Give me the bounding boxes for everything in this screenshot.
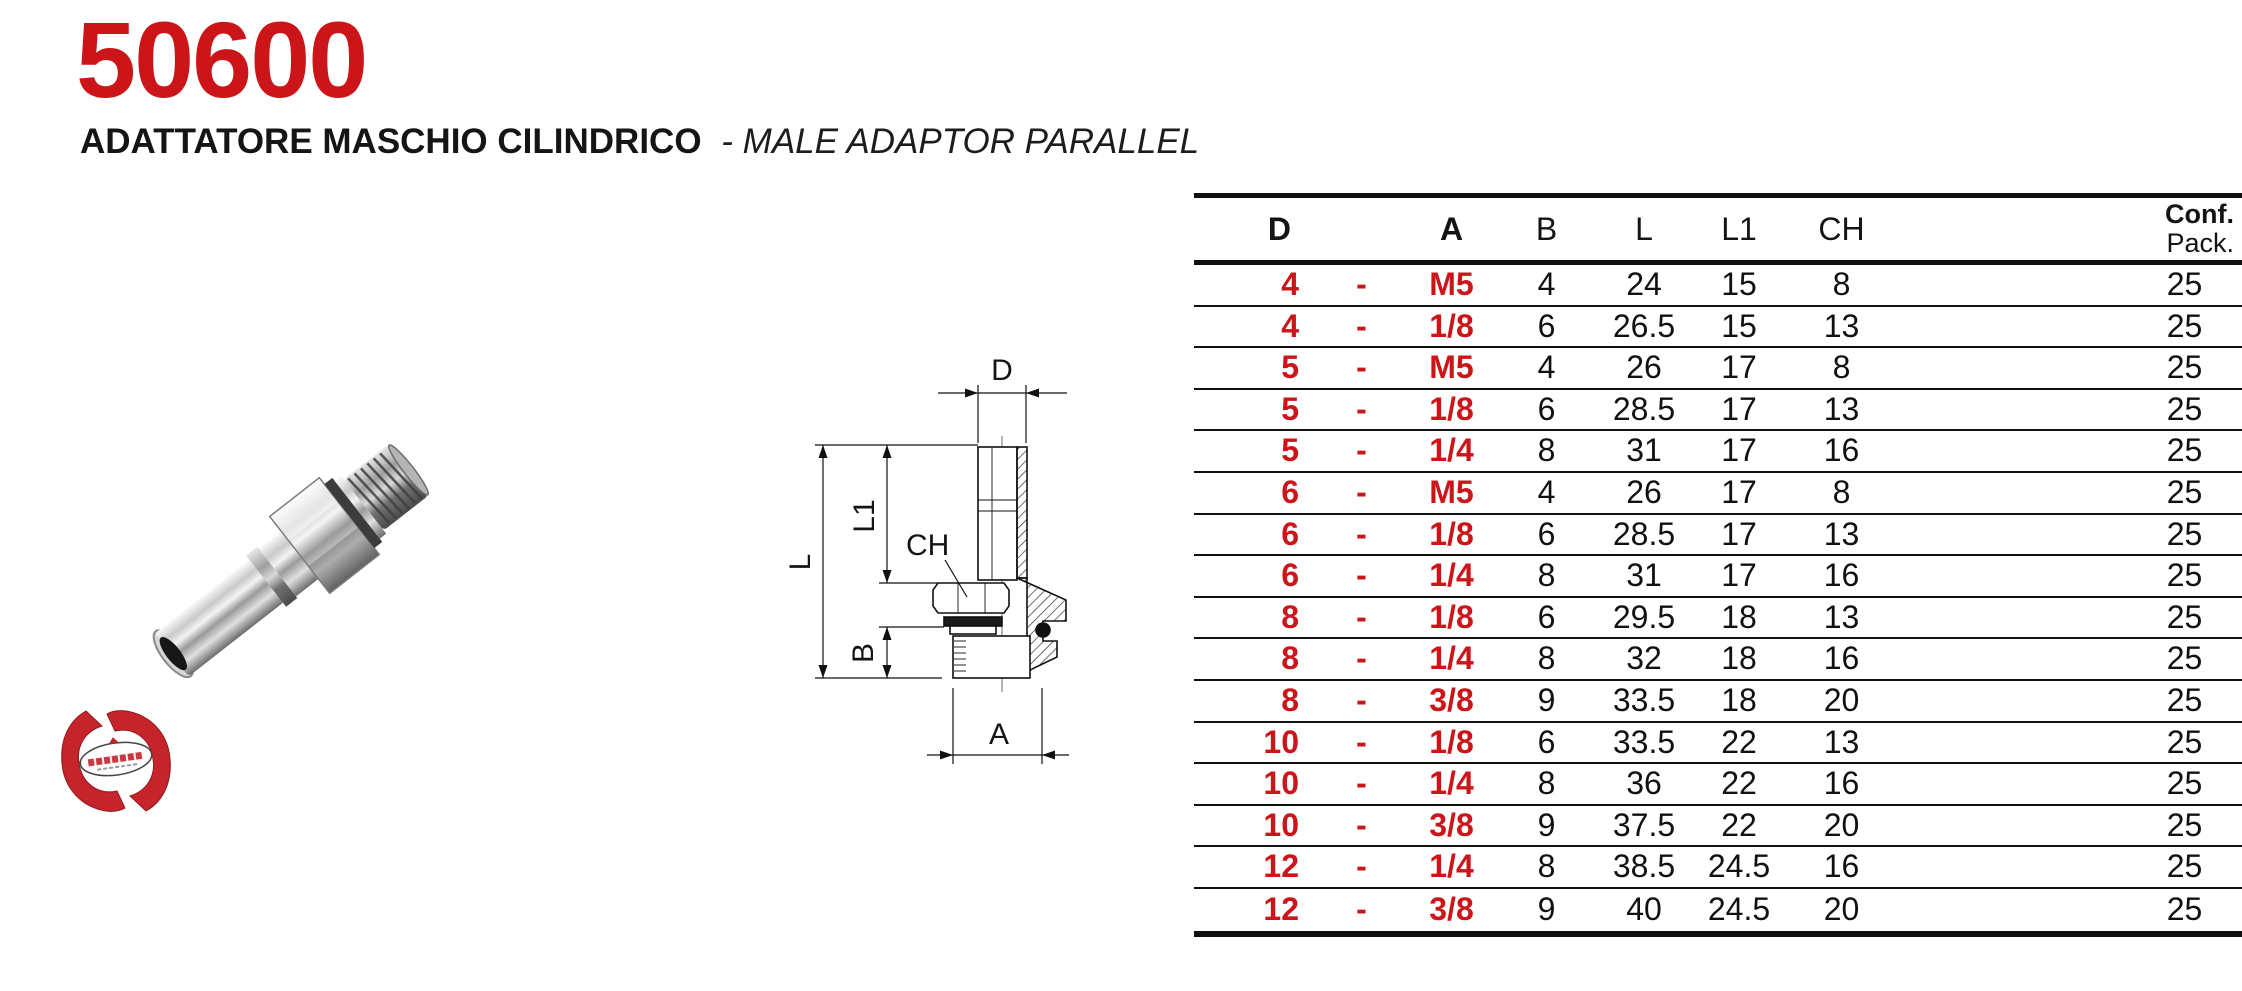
cell-ch: 20	[1823, 681, 1860, 718]
cell-l1: 15	[1721, 307, 1757, 344]
cell-l1: 17	[1721, 349, 1757, 386]
table-row	[1194, 639, 2242, 681]
cell-separator: -	[1356, 515, 1367, 552]
cell-a: 3/8	[1429, 890, 1474, 927]
cell-l: 26	[1626, 349, 1662, 386]
cell-d: 6	[1281, 515, 1299, 552]
cell-pack: 25	[2166, 848, 2203, 885]
col-header-pack-line1: Conf.	[2165, 199, 2234, 229]
cell-separator: -	[1356, 473, 1367, 510]
cell-ch: 13	[1823, 515, 1860, 552]
dim-label-l1: L1	[848, 499, 881, 533]
col-header-b: B	[1535, 210, 1558, 247]
product-photo	[125, 408, 460, 713]
cell-ch: 13	[1823, 307, 1860, 344]
cell-l: 28.5	[1612, 390, 1676, 427]
cell-ch: 16	[1823, 640, 1860, 677]
cell-b: 4	[1537, 266, 1556, 302]
cell-b: 9	[1537, 681, 1556, 718]
dim-label-ch: CH	[906, 529, 950, 562]
page-title-code: 50600	[76, 0, 367, 120]
cell-l1: 24.5	[1707, 890, 1771, 927]
table-row	[1194, 348, 2242, 390]
cell-d: 8	[1281, 681, 1299, 718]
col-header-ch: CH	[1818, 210, 1865, 247]
cell-b: 6	[1537, 307, 1556, 344]
cell-pack: 25	[2166, 723, 2203, 760]
cell-b: 8	[1537, 432, 1556, 469]
spec-table	[1194, 193, 2242, 937]
cell-separator: -	[1356, 681, 1367, 718]
brand-logo	[56, 700, 176, 822]
cell-d: 12	[1263, 890, 1299, 927]
cell-ch: 16	[1823, 432, 1860, 469]
cell-a: 1/4	[1429, 557, 1474, 594]
cell-separator: -	[1356, 806, 1367, 843]
cell-l: 33.5	[1612, 723, 1676, 760]
table-row	[1194, 764, 2242, 806]
cell-d: 12	[1263, 848, 1299, 885]
cell-separator: -	[1356, 723, 1367, 760]
cell-b: 9	[1537, 890, 1556, 927]
table-row	[1194, 431, 2242, 473]
cell-b: 6	[1537, 598, 1556, 635]
dim-label-b: B	[847, 642, 880, 664]
spec-table-body	[1194, 265, 2242, 931]
cell-separator: -	[1356, 848, 1367, 885]
cell-l1: 15	[1721, 266, 1757, 302]
col-header-pack	[2127, 200, 2242, 258]
cell-a: 1/8	[1429, 598, 1474, 635]
cell-ch: 13	[1823, 598, 1860, 635]
dim-label-a: A	[988, 718, 1010, 751]
cell-ch: 8	[1832, 473, 1851, 510]
table-row	[1194, 265, 2242, 307]
cell-pack: 25	[2166, 307, 2203, 344]
cell-d: 8	[1281, 598, 1299, 635]
cell-l1: 22	[1721, 806, 1757, 843]
table-row	[1194, 556, 2242, 598]
technical-drawing	[780, 340, 1100, 790]
cell-d: 5	[1281, 349, 1299, 386]
cell-l: 26	[1626, 473, 1662, 510]
cell-pack: 25	[2166, 806, 2203, 843]
cell-l1: 18	[1721, 681, 1757, 718]
cell-l1: 17	[1721, 390, 1757, 427]
cell-ch: 16	[1823, 765, 1860, 802]
table-row	[1194, 390, 2242, 432]
cell-a: 1/4	[1429, 765, 1474, 802]
cell-ch: 13	[1823, 723, 1860, 760]
cell-b: 4	[1537, 349, 1556, 386]
cell-l: 28.5	[1612, 515, 1676, 552]
cell-b: 8	[1537, 765, 1556, 802]
cell-separator: -	[1356, 598, 1367, 635]
table-row	[1194, 598, 2242, 640]
cell-pack: 25	[2166, 390, 2203, 427]
cell-l: 24	[1626, 266, 1662, 302]
col-header-d: D	[1267, 210, 1291, 247]
cell-l1: 17	[1721, 432, 1757, 469]
cell-b: 6	[1537, 390, 1556, 427]
cell-l: 31	[1626, 557, 1662, 594]
table-row	[1194, 681, 2242, 723]
cell-pack: 25	[2166, 349, 2203, 386]
cell-a: 1/8	[1429, 307, 1474, 344]
cell-separator: -	[1356, 557, 1367, 594]
cell-b: 6	[1537, 723, 1556, 760]
cell-separator: -	[1356, 307, 1367, 344]
cell-a: M5	[1429, 473, 1474, 510]
cell-d: 10	[1263, 765, 1299, 802]
cell-ch: 13	[1823, 390, 1860, 427]
subtitle-italian: ADATTATORE MASCHIO CILINDRICO	[80, 122, 702, 161]
table-row	[1194, 806, 2242, 848]
col-header-a: A	[1439, 210, 1464, 247]
cell-l1: 24.5	[1707, 848, 1771, 885]
subtitle-english: - MALE ADAPTOR PARALLEL	[721, 122, 1200, 161]
brand-emblem-icon	[62, 711, 171, 812]
cell-separator: -	[1356, 390, 1367, 427]
col-header-pack-line2: Pack.	[2166, 228, 2234, 258]
table-row	[1194, 889, 2242, 931]
cell-ch: 16	[1823, 848, 1860, 885]
cell-b: 9	[1537, 806, 1556, 843]
dim-label-d: D	[991, 354, 1013, 387]
part-section	[933, 447, 1066, 678]
cell-l: 38.5	[1612, 848, 1676, 885]
cell-a: 1/4	[1429, 432, 1474, 469]
cell-l: 26.5	[1612, 307, 1676, 344]
cell-a: 1/8	[1429, 390, 1474, 427]
cell-separator: -	[1356, 890, 1367, 927]
table-row	[1194, 515, 2242, 557]
cell-d: 6	[1281, 473, 1299, 510]
cell-d: 6	[1281, 557, 1299, 594]
dimension-lines	[815, 385, 1069, 764]
cell-separator: -	[1356, 432, 1367, 469]
cell-l1: 18	[1721, 640, 1757, 677]
cell-pack: 25	[2166, 557, 2203, 594]
cell-ch: 16	[1823, 557, 1860, 594]
cell-d: 4	[1281, 307, 1299, 344]
cell-separator: -	[1356, 765, 1367, 802]
cell-pack: 25	[2166, 681, 2203, 718]
cell-d: 10	[1263, 806, 1299, 843]
cell-l: 33.5	[1612, 681, 1676, 718]
table-row	[1194, 847, 2242, 889]
cell-a: M5	[1429, 349, 1474, 386]
cell-l1: 17	[1721, 515, 1757, 552]
cell-pack: 25	[2166, 515, 2203, 552]
cell-ch: 20	[1823, 890, 1860, 927]
cell-l: 29.5	[1612, 598, 1676, 635]
cell-d: 5	[1281, 390, 1299, 427]
cell-pack: 25	[2166, 266, 2203, 302]
table-row	[1194, 307, 2242, 349]
cell-ch: 8	[1832, 266, 1851, 302]
cell-l: 36	[1626, 765, 1662, 802]
spec-table-header	[1194, 198, 2242, 265]
cell-a: 1/4	[1429, 848, 1474, 885]
cell-l: 32	[1626, 640, 1662, 677]
cell-b: 8	[1537, 557, 1556, 594]
cell-pack: 25	[2166, 473, 2203, 510]
cell-d: 10	[1263, 723, 1299, 760]
cell-pack: 25	[2166, 765, 2203, 802]
cell-l: 40	[1626, 890, 1662, 927]
col-header-l: L	[1635, 210, 1653, 247]
cell-a: 1/4	[1429, 640, 1474, 677]
cell-a: M5	[1429, 266, 1474, 302]
cell-a: 3/8	[1429, 806, 1474, 843]
cell-a: 1/8	[1429, 515, 1474, 552]
o-ring	[1036, 623, 1050, 637]
cell-d: 5	[1281, 432, 1299, 469]
cell-d: 4	[1281, 266, 1299, 302]
cell-a: 1/8	[1429, 723, 1474, 760]
cell-pack: 25	[2166, 598, 2203, 635]
cell-pack: 25	[2166, 432, 2203, 469]
cell-b: 8	[1537, 848, 1556, 885]
cell-l1: 17	[1721, 557, 1757, 594]
cell-pack: 25	[2166, 640, 2203, 677]
cell-b: 6	[1537, 515, 1556, 552]
cell-pack: 25	[2166, 890, 2203, 927]
cell-l1: 22	[1721, 765, 1757, 802]
col-header-l1: L1	[1721, 210, 1757, 247]
cell-l1: 17	[1721, 473, 1757, 510]
dim-label-l: L	[784, 553, 817, 571]
cell-ch: 20	[1823, 806, 1860, 843]
cell-l: 31	[1626, 432, 1662, 469]
page-subtitle	[80, 122, 1199, 162]
cell-d: 8	[1281, 640, 1299, 677]
cell-separator: -	[1356, 266, 1367, 302]
cell-l: 37.5	[1612, 806, 1676, 843]
cell-ch: 8	[1832, 349, 1851, 386]
cell-a: 3/8	[1429, 681, 1474, 718]
cell-l1: 18	[1721, 598, 1757, 635]
fitting-body	[135, 428, 443, 699]
cell-b: 8	[1537, 640, 1556, 677]
cell-separator: -	[1356, 640, 1367, 677]
cell-b: 4	[1537, 473, 1556, 510]
table-row	[1194, 723, 2242, 765]
table-row	[1194, 473, 2242, 515]
cell-separator: -	[1356, 349, 1367, 386]
cell-l1: 22	[1721, 723, 1757, 760]
